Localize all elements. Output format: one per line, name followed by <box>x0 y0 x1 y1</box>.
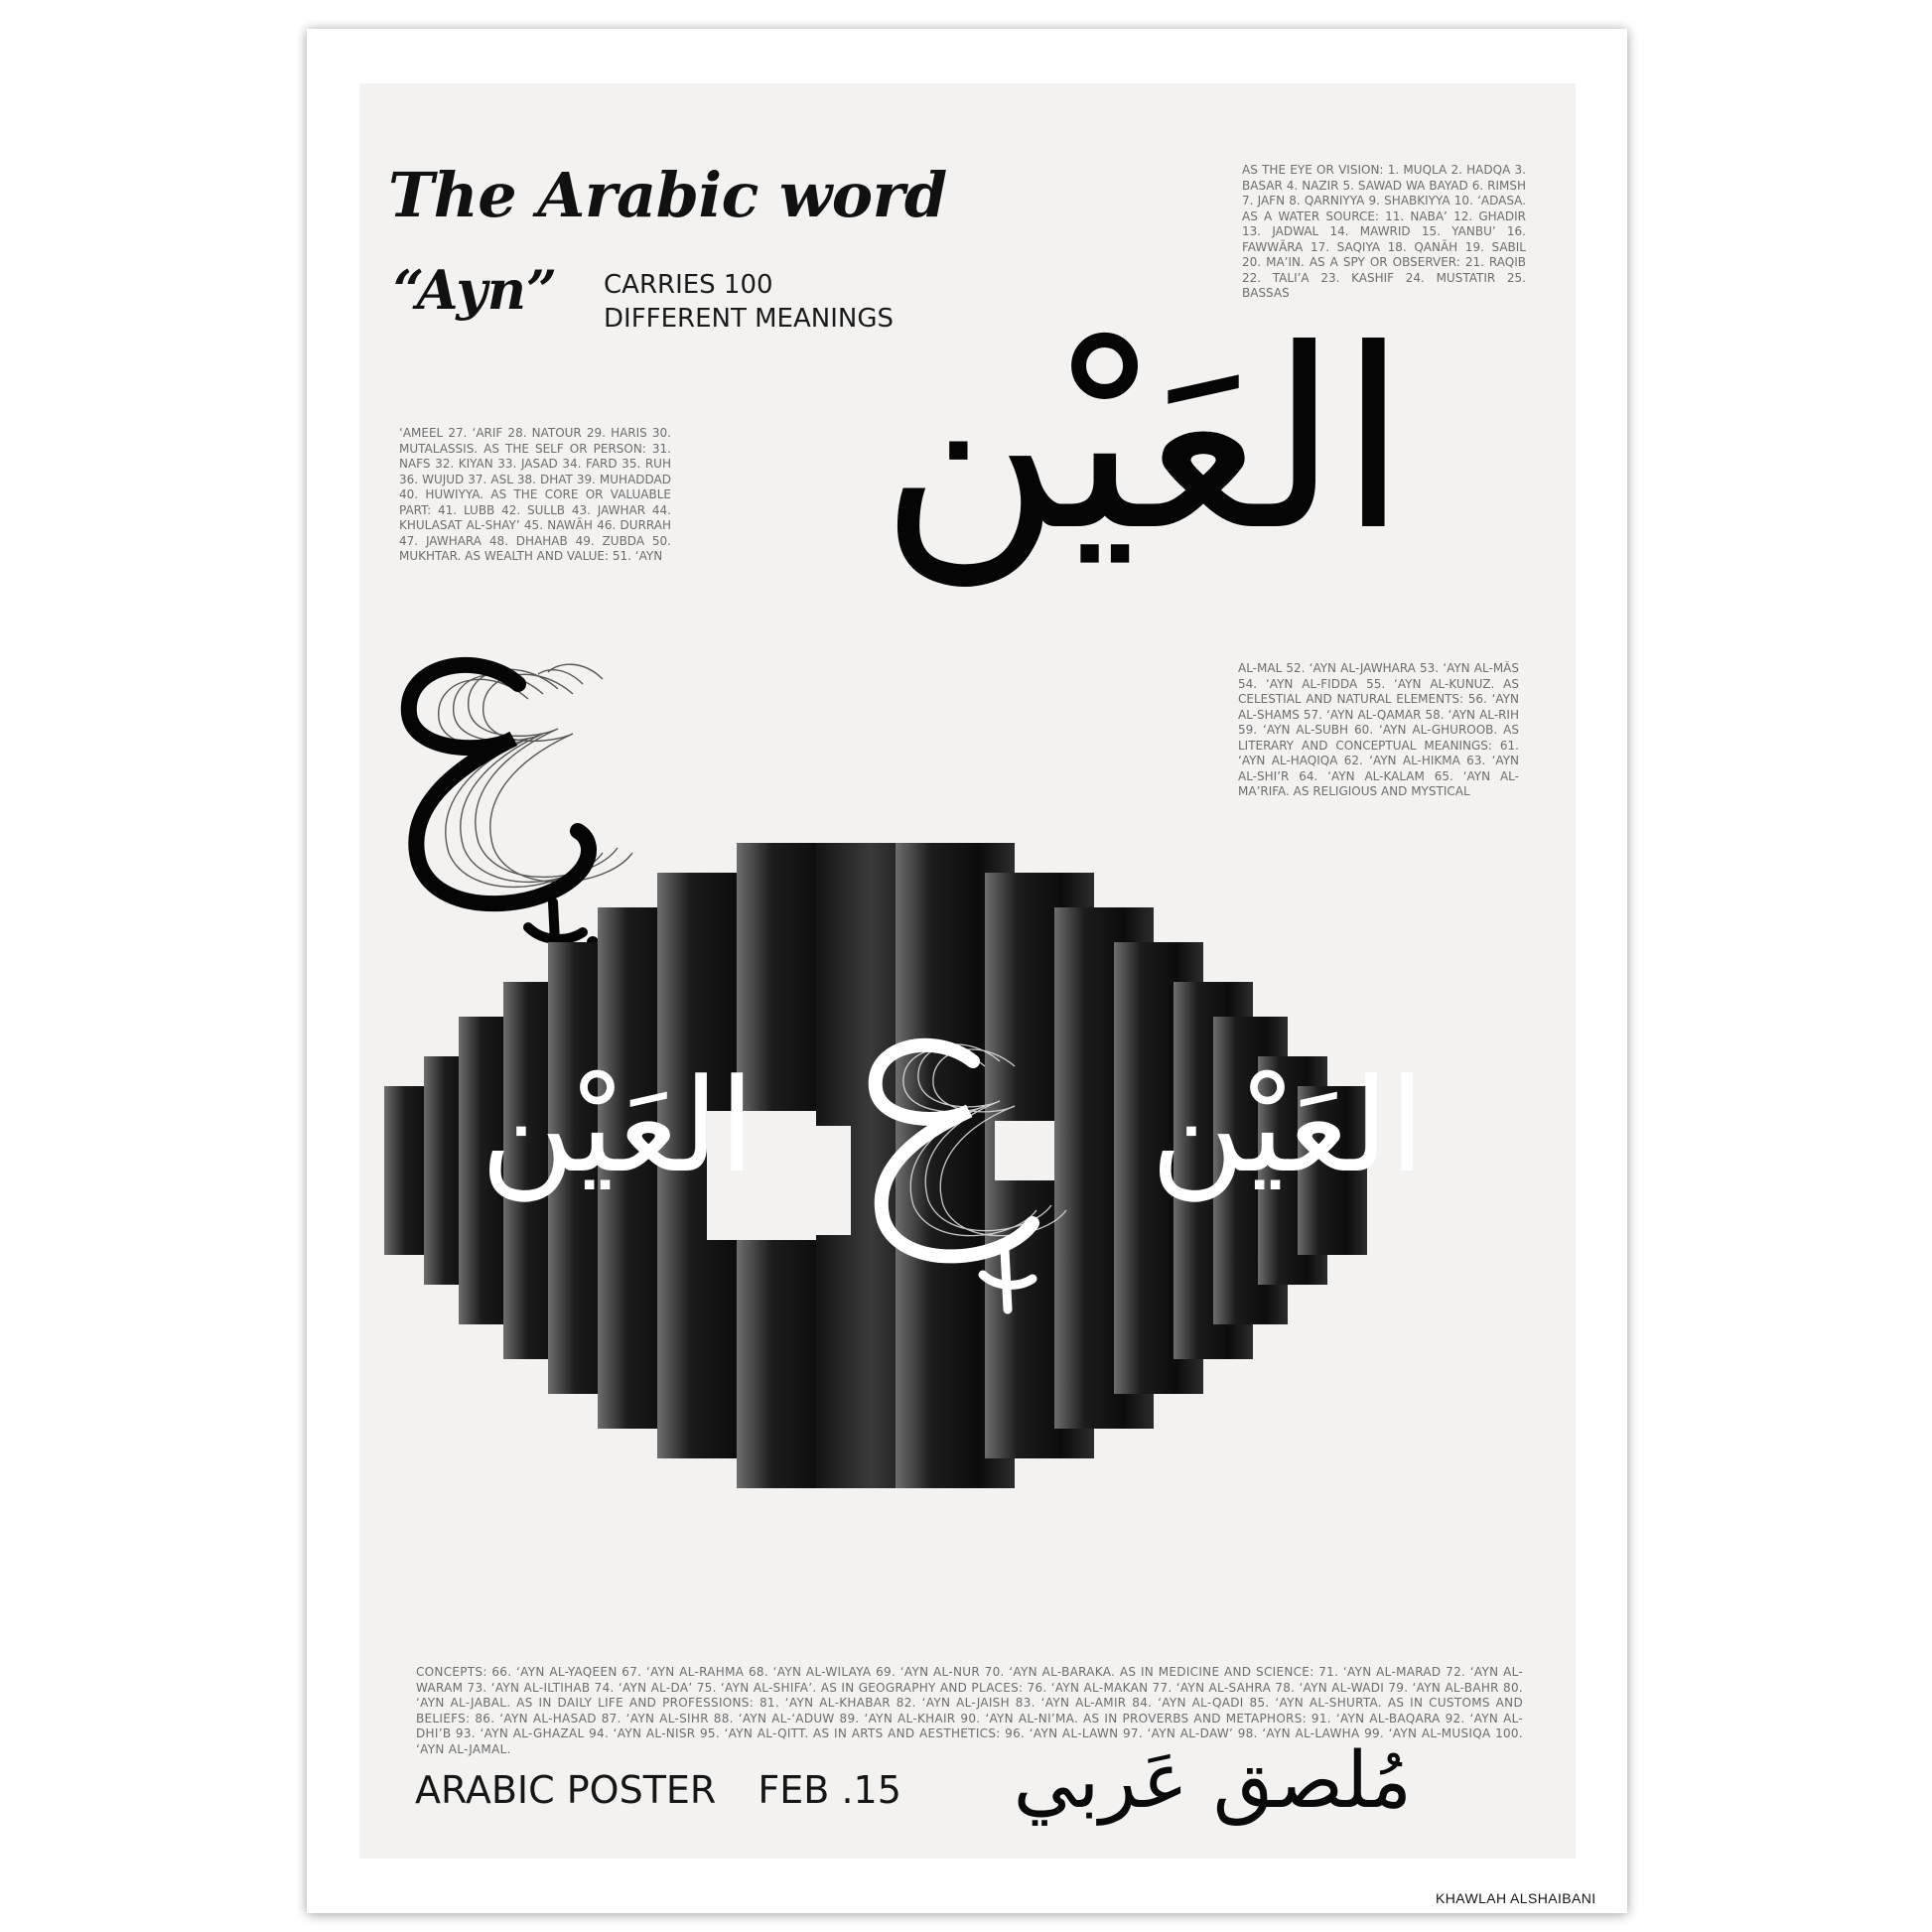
designer-credit: KHAWLAH ALSHAIBANI <box>1436 1890 1596 1906</box>
meanings-block-3: AL-MAL 52. ‘AYN AL-JAWHARA 53. ‘AYN AL-MĀS 54. ‘AYN AL-FIDDA 55. ‘AYN AL-KUNUZ. AS CELESTIAL AND NATURAL ELEMENTS: 56. ‘AYN AL-SHAMS 57. ‘AYN AL-QAMAR 58. ‘AYN AL-RIH 59. ‘AYN AL-SUBH 60. ‘AYN AL-GHUROOB. AS LITERARY AND CONCEPTUAL MEANINGS: 61. ‘AYN AL-HAQIQA 62. ‘AYN AL-HIKMA 63. ‘AYN AL-SHI’R 64. ‘AYN AL-KALAM 65. ‘AYN AL-MA’RIFA. AS RELIGIOUS AND MYSTICAL <box>1238 661 1519 798</box>
subtitle-line-2: DIFFERENT MEANINGS <box>604 304 894 334</box>
meanings-block-4: CONCEPTS: 66. ‘AYN AL-YAQEEN 67. ‘AYN AL-RAHMA 68. ‘AYN AL-WILAYA 69. ‘AYN AL-NUR 70. ‘AYN AL-BARAKA. AS IN MEDICINE AND SCIENCE: 71. ‘AYN AL-MARAD 72. ‘AYN AL-WARAM 73. ‘AYN AL-ILTIHAB 74. ‘AYN AL-DA’ 75. ‘AYN AL-SHIFA’. AS IN GEOGRAPHY AND PLACES: 76. ‘AYN AL-MAKAN 77. ‘AYN AL-SAHRA 78. ‘AYN AL-WADI 79. ‘AYN AL-BAHR 80. ‘AYN AL-JABAL. AS IN DAILY LIFE AND PROFESSIONS: 81. ‘AYN AL-KHABAR 82. ‘AYN AL-JAISH 83. ‘AYN AL-AMIR 84. ‘AYN AL-QADI 85. ‘AYN AL-SHURTA. AS IN CUSTOMS AND BELIEFS: 86. ‘AYN AL-HASAD 87. ‘AYN AL-SIHR 88. ‘AYN AL-‘ADUW 89. ‘AYN AL-KHAIR 90. ‘AYN AL-NI’MA. AS IN PROVERBS AND METAPHORS: 91. ‘AYN AL-BAQARA 92. ‘AYN AL-DHI’B 93. ‘AYN AL-GHAZAL 94. ‘AYN AL-NISR 95. ‘AYN AL-QITT. AS IN ARTS AND AESTHETICS: 96. ‘AYN AL-LAWN 97. ‘AYN AL-DAW’ 98. ‘AYN AL-LAWHA 99. ‘AYN AL-MUSIQA 100. ‘AYN AL-JAMAL. <box>416 1665 1523 1756</box>
meanings-block-1: AS THE EYE OR VISION: 1. MUQLA 2. HADQA 3. BASAR 4. NAZIR 5. SAWAD WA BAYAD 6. RIMSH 7. JAFN 8. QARNIYYA 9. SHABKIYYA 10. ‘ADASA. AS A WATER SOURCE: 11. NABA’ 12. GHADIR 13. JADWAL 14. MAWRID 15. YANBU’ 16. FAWWĀRA 17. SAQIYA 18. QANĀH 19. SABIL 20. MA’IN. AS A SPY OR OBSERVER: 21. RAQIB 22. TALI’A 23. KASHIF 24. MUSTATIR 25. BASSAS <box>1242 163 1526 300</box>
arabic-poster-signature: مُلصق عَربي <box>1013 1736 1412 1826</box>
footer-date: FEB .15 <box>758 1768 901 1812</box>
poster <box>359 83 1576 1859</box>
subtitle-line-1: CARRIES 100 <box>604 270 773 300</box>
meanings-block-2: ‘AMEEL 27. ‘ARIF 28. NATOUR 29. HARIS 30. MUTALASSIS. AS THE SELF OR PERSON: 31. NAFS 32. KIYAN 33. JASAD 34. FARD 35. RUH 36. WUJUD 37. ASL 38. DHAT 39. MUHADDAD 40. HUWIYYA. AS THE CORE OR VALUABLE PART: 41. LUBB 42. SULLB 43. JAWHAR 44. KHULASAT AL-SHAY’ 45. NAWĀH 46. DURRAH 47. JAWHARA 48. DHAHAB 49. ZUBDA 50. MUKHTAR. AS WEALTH AND VALUE: 51. ‘AYN <box>399 426 671 563</box>
band-ayn-stack <box>846 1027 1104 1314</box>
poster-title: The Arabic word <box>388 159 947 231</box>
band-arabic-left: العَيْن <box>480 1050 756 1201</box>
arabic-calligraphy-hero: العَيْن <box>880 296 1408 585</box>
band-arabic-right: العَيْن <box>1150 1050 1426 1201</box>
footer-label: ARABIC POSTER <box>415 1768 717 1812</box>
footer-title <box>415 1768 931 1812</box>
band-ayn-icon <box>846 1027 1104 1314</box>
ayn-word: “Ayn” <box>393 258 558 322</box>
